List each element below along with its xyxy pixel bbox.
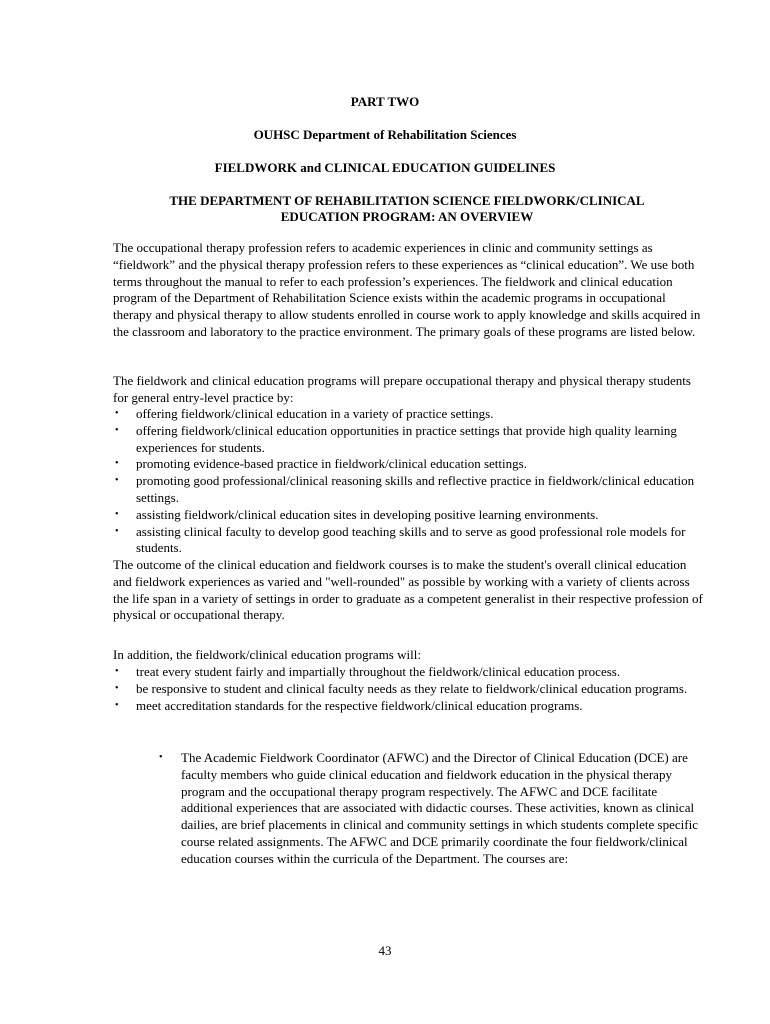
overview-heading-line1: THE DEPARTMENT OF REHABILITATION SCIENCE FIELDWORK/CLINICAL xyxy=(169,193,645,208)
list-item: • The Academic Fieldwork Coordinator (AFWC) and the Director of Clinical Education (DCE) are faculty members who guide clinical education and fieldwork education in the physical therapy program and the occupational therapy program respectively. The AFWC and DCE facilitate additional experiences that are associated with didactic courses. These activities, known as clinical dailies, are brief placements in clinical and community settings in which students complete specific course related assignments. The AFWC and DCE primarily coordinate the four fieldwork/clinical education courses within the curricula of the Department. The courses are: xyxy=(159,750,698,866)
prepare-list xyxy=(113,406,707,557)
bullet-icon: • xyxy=(115,408,119,419)
list-item: • meet accreditation standards for the respective fieldwork/clinical education programs. xyxy=(115,697,583,713)
part-heading: PART TWO xyxy=(350,94,420,109)
bullet-icon: • xyxy=(115,682,119,694)
bullet-icon: • xyxy=(115,508,119,520)
addition-paragraph: In addition, the fieldwork/clinical education programs will: xyxy=(113,647,421,662)
list-item: • assisting clinical faculty to develop good teaching skills and to serve as good professional role models for students. xyxy=(115,523,686,556)
bullet-icon: • xyxy=(115,475,119,487)
intro-paragraph: The occupational therapy profession refers to academic experiences in clinic and community settings as “fieldwork” and the physical therapy profession refers to these experiences as “clinical education”. We use both terms throughout the manual to refer to each profession’s experiences. The fieldwork and clinical education program of the Department of Rehabilitation Science exists within the academic programs in occupational therapy and physical therapy to allow students enrolled in course work to apply knowledge and skills acquired in the classroom and laboratory to the practice environment. The primary goals of these programs are listed below. xyxy=(113,240,701,339)
list-item: • assisting fieldwork/clinical education sites in developing positive learning environments. xyxy=(115,506,599,522)
bullet-icon: • xyxy=(115,525,119,537)
outcome-paragraph: The outcome of the clinical education and fieldwork courses is to make the student's overall clinical education and fieldwork experiences as varied and "well-rounded" as possible by working with a variety of clients across the life span in a variety of settings in order to graduate as a competent generalist in their respective profession of physical or occupational therapy. xyxy=(113,557,703,623)
list-item: • promoting good professional/clinical reasoning skills and reflective practice in fieldwork/clinical education settings. xyxy=(115,473,695,505)
bullet-icon: • xyxy=(115,424,119,436)
bullet-icon: • xyxy=(115,458,119,470)
department-heading: OUHSC Department of Rehabilitation Sciences xyxy=(253,127,517,142)
overview-heading-line2: EDUCATION PROGRAM: AN OVERVIEW xyxy=(280,209,534,224)
list-item: • promoting evidence-based practice in fieldwork/clinical education settings. xyxy=(115,456,527,472)
list-item: • treat every student fairly and impartially throughout the fieldwork/clinical education process. xyxy=(115,664,621,679)
bullet-icon: • xyxy=(159,752,163,763)
list-item: • offering fieldwork/clinical education opportunities in practice settings that provide high quality learning experiences for students. xyxy=(115,422,677,455)
prepare-paragraph: The fieldwork and clinical education programs will prepare occupational therapy and physical therapy students for general entry-level practice by: xyxy=(113,373,691,405)
addition-list xyxy=(113,664,707,714)
coordinator-list xyxy=(159,750,707,868)
bullet-icon: • xyxy=(115,699,119,711)
bullet-icon: • xyxy=(115,666,119,677)
list-item: • offering fieldwork/clinical education in a variety of practice settings. xyxy=(115,406,494,421)
list-item: • be responsive to student and clinical faculty needs as they relate to fieldwork/clinical education programs. xyxy=(115,680,688,696)
guidelines-heading: FIELDWORK and CLINICAL EDUCATION GUIDELINES xyxy=(214,160,556,175)
page-number: 43 xyxy=(378,943,392,958)
